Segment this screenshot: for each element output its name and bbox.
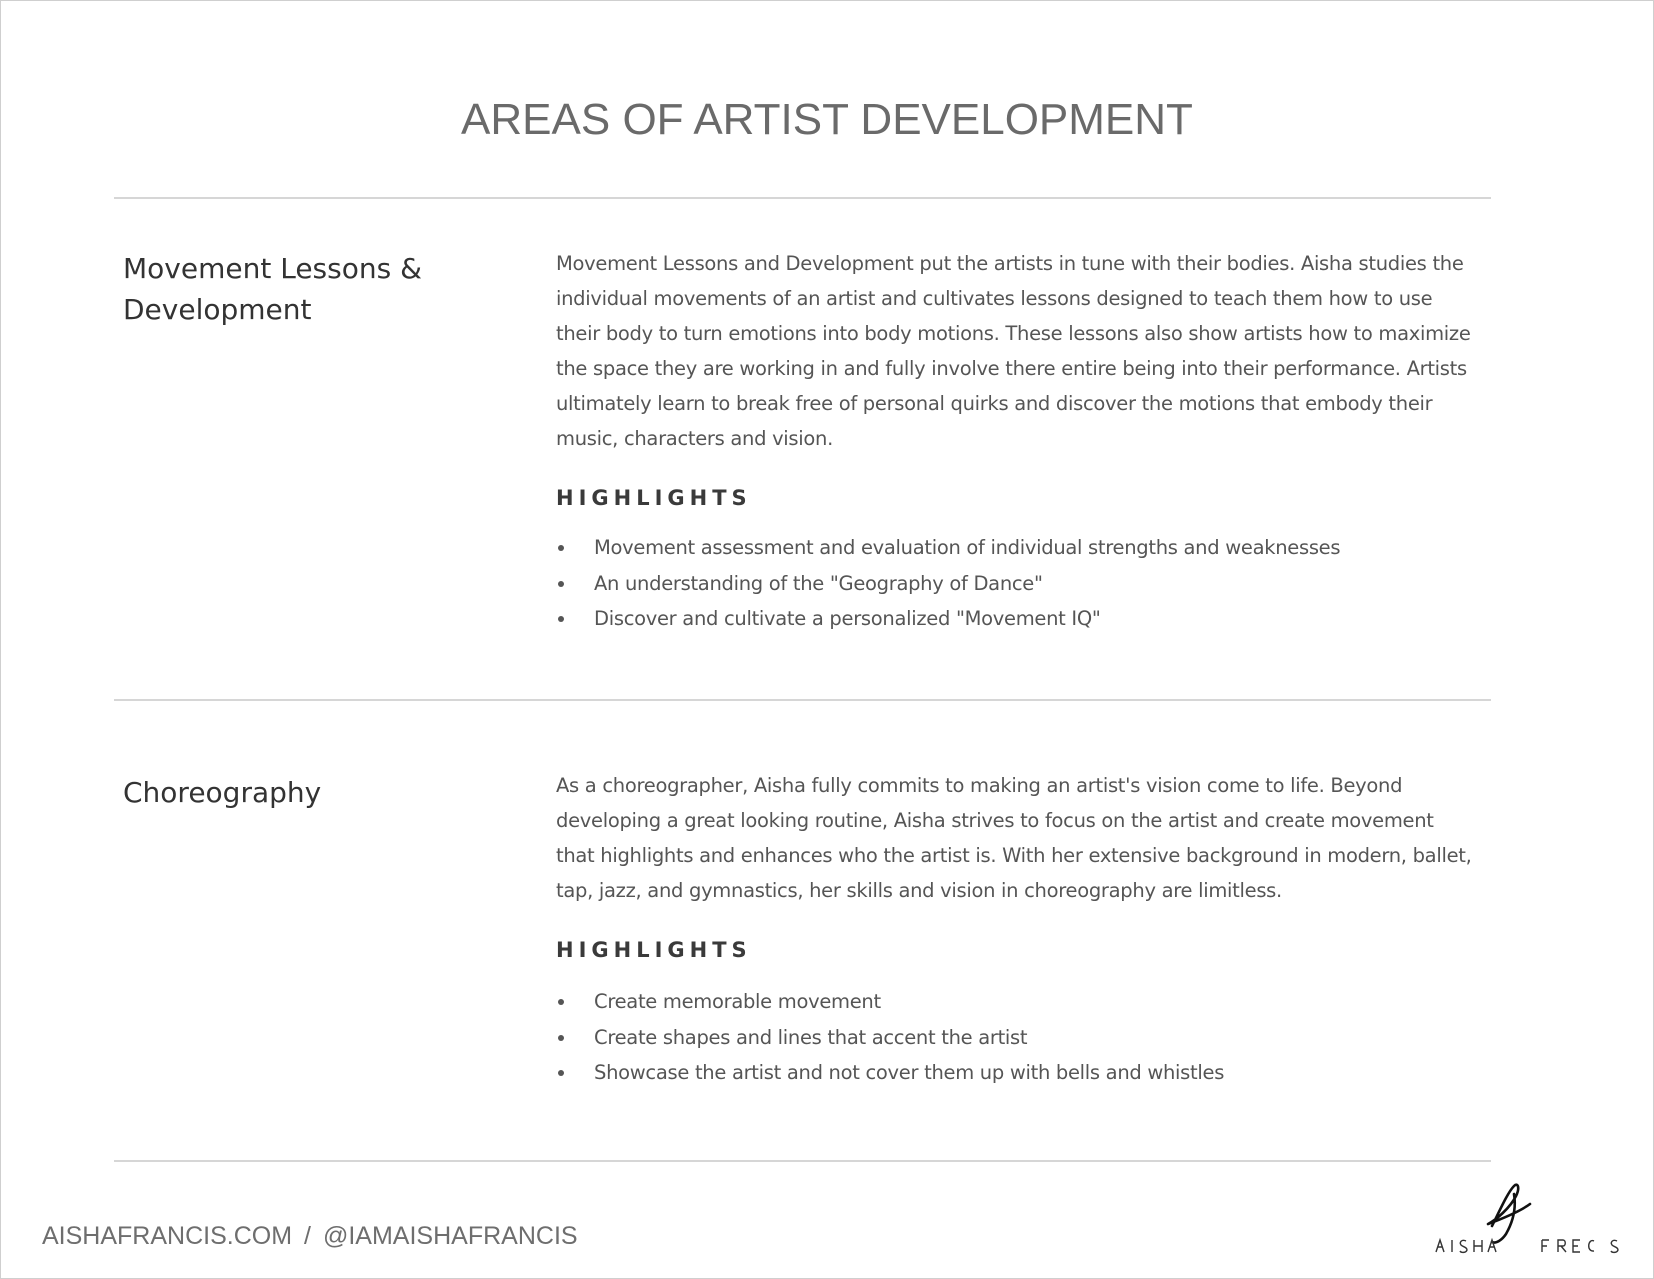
highlights-label: HIGHLIGHTS [556, 938, 752, 962]
divider-top [114, 197, 1491, 199]
divider-bottom [114, 1160, 1491, 1162]
footer-contact [42, 1222, 578, 1251]
list-item-text: Movement assessment and evaluation of individual strengths and weaknesses [594, 536, 1341, 559]
bullet-icon [558, 1070, 564, 1076]
bullet-icon [558, 616, 564, 622]
section-heading: Choreography [123, 776, 322, 809]
list-item-text: Discover and cultivate a personalized "Movement IQ" [594, 607, 1101, 630]
bullet-icon [558, 545, 564, 551]
website-link[interactable]: AISHAFRANCIS.COM [42, 1222, 293, 1250]
bullet-icon [558, 581, 564, 587]
section-description: Movement Lessons and Development put the artists in tune with their bodies. Aisha studies the individual movements of an artist and cultivates lessons designed to teach them how to use their body to turn emotions into body motions. These lessons also show artists how to maximize the space they are working in and fully involve there entire being into their performance. Artists ultimately learn to break free of personal quirks and discover the motions that embody their music, characters and vision. [556, 252, 1471, 450]
section-body [556, 768, 1476, 1091]
divider-middle [114, 699, 1491, 701]
highlights-list [556, 984, 1476, 1091]
social-handle-link[interactable]: @IAMAISHAFRANCIS [322, 1222, 578, 1250]
list-item [556, 984, 1476, 1020]
signature-logo-icon [1430, 1180, 1630, 1255]
list-item-text: Create shapes and lines that accent the artist [594, 1025, 1028, 1049]
footer-separator: / [304, 1222, 311, 1250]
page-title: AREAS OF ARTIST DEVELOPMENT [461, 95, 1193, 145]
list-item-text: An understanding of the "Geography of Dance" [594, 571, 1043, 595]
list-item-text: Showcase the artist and not cover them up with bells and whistles [594, 1061, 1225, 1084]
list-item [556, 1055, 1476, 1091]
section-heading: Movement Lessons & Development [123, 252, 422, 326]
list-item [556, 530, 1476, 566]
bullet-icon [558, 999, 564, 1005]
section-description: As a choreographer, Aisha fully commits to making an artist's vision come to life. Beyond developing a great looking routine, Aisha strives to focus on the artist and create movement that highlights and enhances who the artist is. With her extensive background in modern, ballet, tap, jazz, and gymnastics, her skills and vision in choreography are limitless. [556, 774, 1472, 902]
highlights-label: HIGHLIGHTS [556, 486, 752, 510]
bullet-icon [558, 1035, 564, 1041]
list-item [556, 566, 1476, 602]
list-item-text: Create memorable movement [594, 990, 881, 1013]
list-item [556, 601, 1476, 637]
section-body [556, 246, 1476, 637]
highlights-list [556, 530, 1476, 637]
list-item [556, 1020, 1476, 1056]
